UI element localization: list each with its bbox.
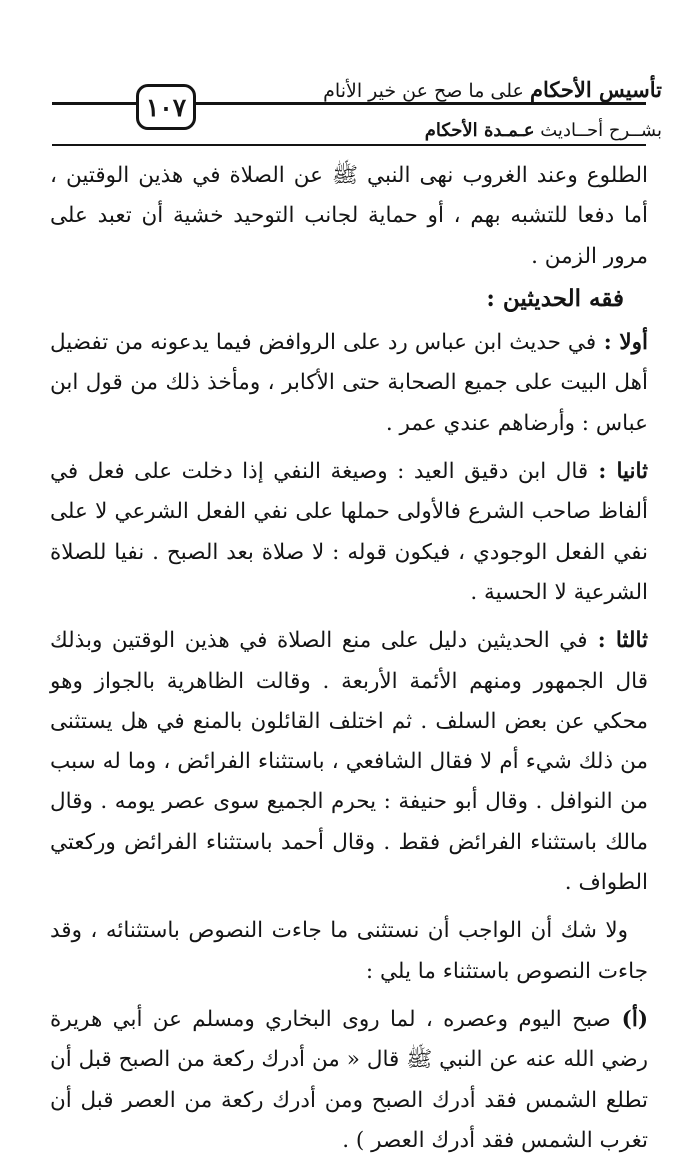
paragraph-second	[50, 452, 648, 613]
paragraph-second-text: قال ابن دقيق العيد : وصيغة النفي إذا دخلت على فعل في ألفاظ صاحب الشرع فالأولى حملها على نفي الفعل الشرعي لا على نفي الفعل الوجودي ، فيكون قوله : لا صلاة بعد الصبح . نفيا للصلاة الشرعية لا الحسية .	[50, 459, 648, 605]
section-heading: فقه الحديثين :	[486, 284, 624, 312]
page-number: ١٠٧	[136, 84, 196, 130]
paragraph-third	[50, 621, 648, 903]
paragraph-second-lead: ثانيا :	[588, 459, 648, 485]
paragraph-first	[50, 323, 648, 444]
paragraph-item-a-text: صبح اليوم وعصره ، لما روى البخاري ومسلم عن أبي هريرة رضي الله عنه عن النبي ﷺ قال « من أدرك ركعة من الصبح قبل أن تطلع الشمس فقد أدرك الصبح ومن أدرك ركعة من العصر قبل أن تغرب الشمس فقد أدرك العصر ) .	[50, 1006, 648, 1153]
book-title-bold: تأسيس الأحكام	[529, 77, 662, 102]
paragraph-first-lead: أولا :	[596, 330, 649, 356]
book-title-rest: على ما صح عن خير الأنام	[323, 80, 530, 102]
book-subtitle-bold: عـمـدة الأحكام	[424, 120, 535, 141]
paragraph-third-text: في الحديثين دليل على منع الصلاة في هذين الوقتين وبذلك قال الجمهور ومنهم الأئمة الأربعة . وقالت الظاهرية بالجواز وهو محكي عن بعض السلف . ثم اختلف القائلون بالمنع في هل يستثنى من ذلك شيء أم لا فقال الشافعي ، باستثناء الفرائض ، وما له سبب من النوافل . وقال أبو حنيفة : يحرم الجميع سوى عصر يومه . وقال مالك باستثناء الفرائض فقط . وقال أحمد باستثناء الفرائض وركعتي الطواف .	[50, 628, 648, 896]
book-subtitle-plain: بشــرح أحــاديث	[534, 120, 662, 141]
paragraph-exceptions: ولا شك أن الواجب أن نستثنى ما جاءت النصوص باستثنائه ، وقد جاءت النصوص باستثناء ما يلي :	[50, 918, 648, 984]
page-header	[0, 0, 698, 150]
page-body	[50, 156, 648, 1161]
paragraph-item-a	[50, 1000, 648, 1161]
book-subtitle	[372, 118, 662, 144]
paragraph-third-lead: ثالثا :	[587, 628, 649, 654]
paragraph-first-text: في حديث ابن عباس رد على الروافض فيما يدعونه من تفضيل أهل البيت على جميع الصحابة حتى الأكابر ، ومأخذ ذلك من قول ابن عباس : وأرضاهم عندي عمر .	[50, 330, 648, 436]
header-rule-bottom	[52, 144, 646, 146]
paragraph-item-a-lead: (أ)	[610, 1006, 648, 1032]
paragraph-intro: الطلوع وعند الغروب نهى النبي ﷺ عن الصلاة في هذين الوقتين ، أما دفعا للتشبه بهم ، أو حماية لجانب التوحيد خشية أن تعبد على مرور الزمن .	[50, 163, 648, 269]
book-title	[323, 76, 662, 105]
